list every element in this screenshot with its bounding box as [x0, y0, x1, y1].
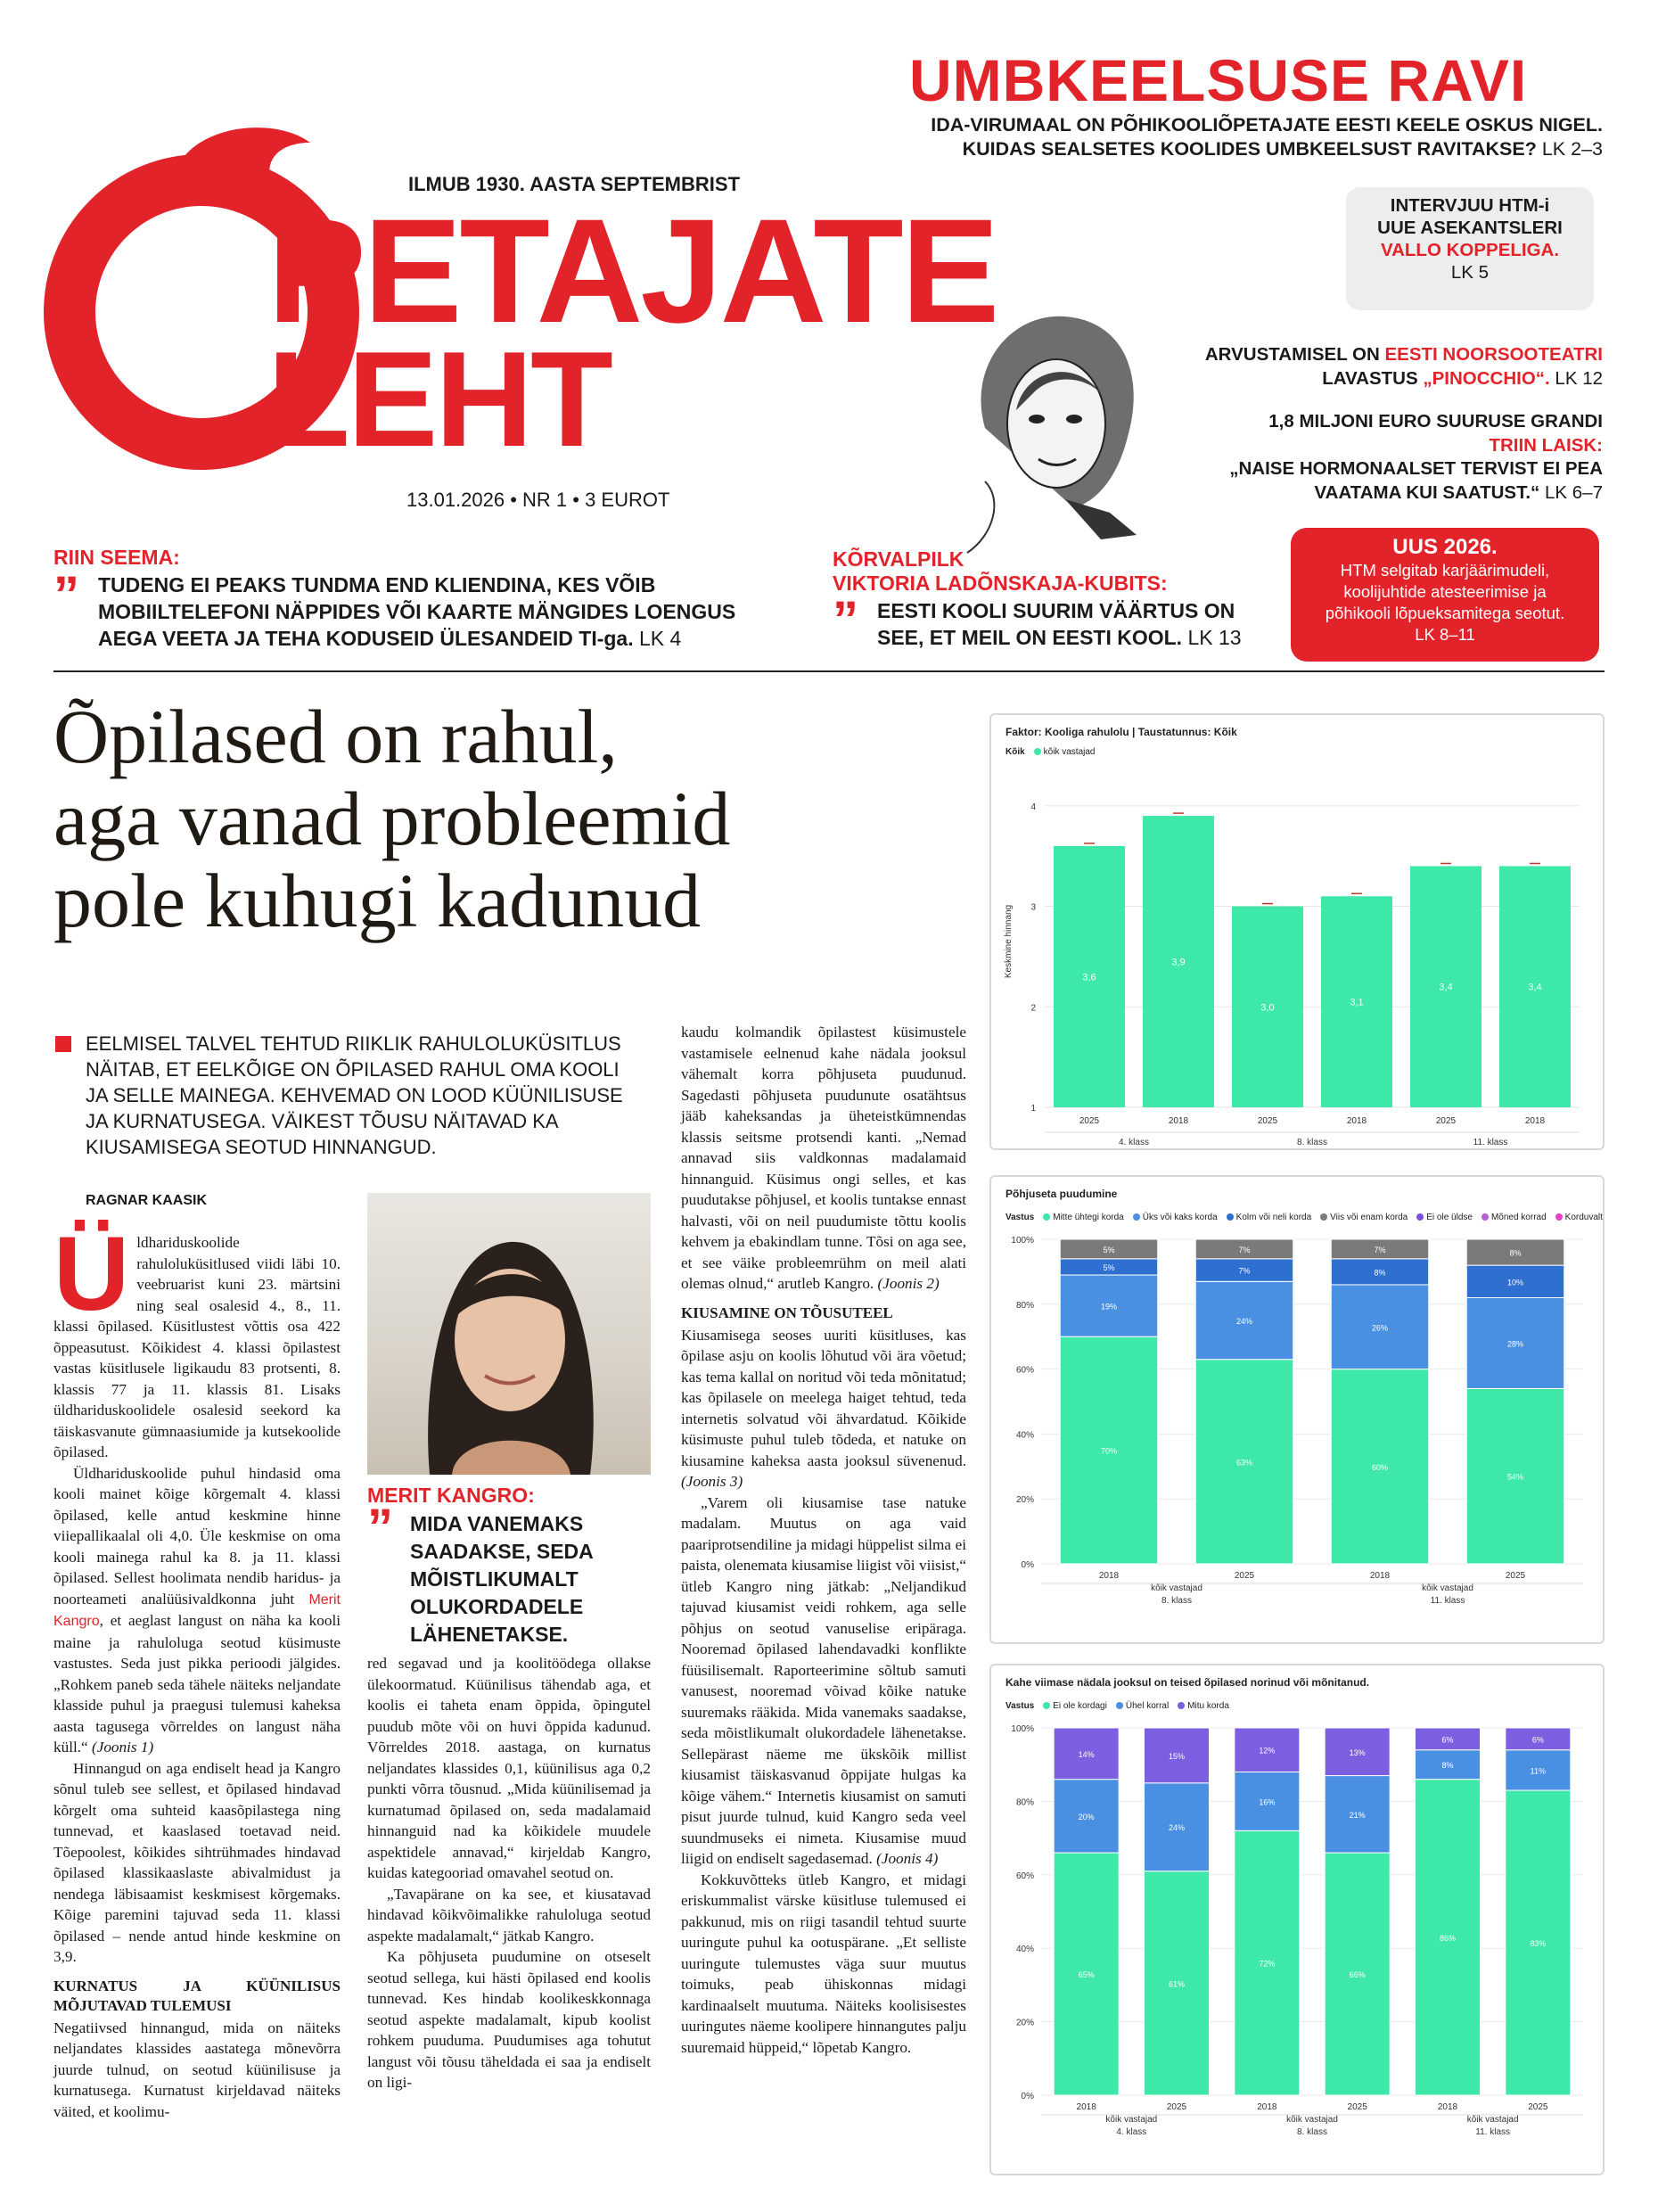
teaser-top-line2: [963, 138, 1603, 160]
col1-p2-name: Merit Kangro: [53, 1591, 341, 1629]
columnist-illustration: [932, 294, 1172, 562]
chart3-title: Kahe viimase nädala jooksul on teised õpilased norinud või mõnitanud.: [1005, 1676, 1370, 1689]
masthead-issue: 13.01.2026 • NR 1 • 3 EUROT: [406, 489, 670, 511]
data-label: 7%: [1374, 1245, 1386, 1254]
data-label: 5%: [1103, 1245, 1115, 1254]
y-axis-label: Keskmine hinnang: [1004, 904, 1014, 979]
sub-label: kõik vastajad: [1151, 1583, 1202, 1593]
legend-label: Mitte ühtegi korda: [1053, 1213, 1124, 1222]
legend-label: Mitu korda: [1187, 1701, 1229, 1711]
data-label: 66%: [1349, 1970, 1366, 1980]
chart2-plot: [991, 1177, 1603, 1642]
group-label: 11. klass: [1473, 1138, 1508, 1147]
data-label: 86%: [1439, 1933, 1457, 1943]
y-tick-label: 1: [1030, 1104, 1036, 1114]
data-label: 3,6: [1082, 972, 1096, 983]
quote-left-l1: TUDENG EI PEAKS TUNDMA END KLIENDINA, KES VÕIB: [98, 573, 656, 596]
col3-p4: Kokkuvõtteks ütleb Kangro, et midagi eriskummalist värske küsitluse tulemused ei pakkunud, mis on riigi tasandil tehtud suurte uuringute puhul ka ootuspärane. „Et selliste uuringute tulemustes väga suur muutus toimuks, peab ühiskonnas midagi kardinaalselt muutuma. Näiteks koolisisestes uuringutes näeme koolipere hinnangutes palju suuremaid hüppeid,“ lõpetab Kangro.: [681, 1871, 966, 2056]
y-tick-label: 60%: [1015, 1365, 1034, 1376]
col2-p1: red segavad und ja koolitöödega ollakse ülekoormatud. Küünilisus tähendab aga, et koolis ei taheta enam õppida, õpingutel puudub mõte või on huvi õppida kadunud. Võrreldes 2018. aastaga, on kurnatus neljandates klassides 0,1, küünilisus aga 0,2 punkti võrra tõusnud. „Mida küünilisemad ja kurnatumad õpilased on, seda madalamaid hinnanguid nad ka kõikidele muudele aspektidele annavad,“ kirjeldab Kangro, kuidas kategooriad omavahel seotud on.: [367, 1655, 651, 1881]
data-label: 65%: [1078, 1970, 1095, 1980]
teaser-grant[interactable]: [1229, 410, 1603, 505]
col1-p4: Negatiivsed hinnangud, mida on näiteks neljandates klassides aastatega mõnevõrra juurde tulnud, on seotud küünilisuse ja kurnatusega. Kurnatust kirjeldavad näiteks väited, et koolimu-: [53, 2019, 341, 2120]
x-tick-label: 2018: [1346, 1116, 1367, 1126]
y-tick-label: 20%: [1015, 1495, 1034, 1506]
quote-right-page: LK 13: [1187, 626, 1242, 649]
x-tick-label: 2018: [1076, 2102, 1096, 2112]
data-label: 8%: [1441, 1761, 1454, 1771]
teaser-top-title[interactable]: UMBKEELSUSE RAVI: [909, 47, 1528, 113]
chart1-legend-label: kõik vastajad: [1043, 747, 1096, 757]
article-col-2: [367, 1653, 651, 2093]
y-tick-label: 40%: [1015, 1430, 1034, 1441]
col2-p2: „Tavapärane on ka see, et kiusatavad hindavad kõikvõimalikke rahuloluga seotud aspekte madalamalt,“ jätkab Kangro.: [367, 1885, 651, 1945]
legend-label: Korduvalt: [1564, 1213, 1603, 1222]
y-tick-label: 100%: [1011, 1236, 1034, 1246]
col3-p1: [681, 1022, 966, 1295]
headline-line3: pole kuhugi kadunud: [53, 858, 702, 943]
masthead-title-2: LEHT: [267, 324, 611, 475]
portrait-sketch-icon: [932, 294, 1172, 562]
chart-satisfaction: [989, 713, 1605, 1150]
dropcap: Ü: [53, 1215, 130, 1333]
data-label: 28%: [1506, 1339, 1524, 1349]
headline-line2: aga vanad probleemid: [53, 776, 731, 861]
legend-title: Vastus: [1005, 1213, 1035, 1222]
legend-label: Ei ole kordagi: [1053, 1701, 1107, 1711]
article-headline: [53, 695, 981, 942]
data-label: 21%: [1349, 1810, 1366, 1820]
legend-label: Üks või kaks korda: [1142, 1213, 1218, 1222]
col3-p1a: kaudu kolmandik õpilastest küsimustele vastamisele eelnenud kahe nädala jooksul vähemalt korra põhjuseta puudunud. Sagedasti põhjuseta puudunute osatähtsus jääb kaheksandas ja üheteistkümnendas klassis seitsme protsendi kanti. „Nemad annavad siis valdkonnas madalamaid hinnanguid. Küsimus ongi selles, et kas puudutakse põhjusel, et koolis tuntakse ennast halvasti, või on neil puudumiste tõttu koolis kehvem ja ebakindlam tunne. Tõsi on aga see, et see väike probleemrühm on meil alati olemas olnud,“ arutleb Kangro.: [681, 1024, 966, 1292]
y-tick-label: 20%: [1015, 2018, 1034, 2028]
y-tick-label: 2: [1030, 1003, 1036, 1014]
data-label: 24%: [1168, 1823, 1186, 1833]
col3-p2: [681, 1325, 966, 1492]
masthead-title-1: PETAJATE: [267, 189, 997, 354]
x-tick-label: 2025: [1166, 2102, 1187, 2112]
data-label: 14%: [1078, 1749, 1095, 1759]
data-label: 83%: [1530, 1939, 1547, 1949]
data-label: 3,4: [1528, 982, 1542, 993]
x-tick-label: 2018: [1257, 2102, 1277, 2112]
data-label: 24%: [1235, 1317, 1253, 1326]
group-label: 8. klass: [1297, 2127, 1327, 2137]
x-tick-label: 2025: [1079, 1116, 1100, 1126]
col1-p2-ref: (Joonis 1): [91, 1739, 154, 1756]
col3-p1-ref: (Joonis 2): [877, 1275, 940, 1292]
chart1-legend-title: Kõik: [1005, 747, 1025, 757]
group-label: 8. klass: [1297, 1138, 1327, 1147]
teaser-interview-line2: UUE ASEKANTSLERI: [1377, 218, 1563, 238]
col3-p3-ref: (Joonis 4): [876, 1850, 939, 1867]
data-label: 12%: [1259, 1746, 1276, 1756]
teaser-top-line1: IDA-VIRUMAAL ON PÕHIKOOLIÕPETAJATE EESTI KEELE OSKUS NIGEL.: [931, 114, 1603, 136]
chart1-title: Faktor: Kooliga rahulolu | Taustatunnus: Kõik: [1005, 726, 1237, 738]
x-tick-label: 2018: [1437, 2102, 1458, 2112]
data-label: 72%: [1259, 1959, 1276, 1969]
data-label: 26%: [1371, 1323, 1389, 1333]
y-tick-label: 60%: [1015, 1871, 1034, 1881]
teaser-grant-name: TRIIN LAISK:: [1489, 434, 1603, 456]
data-label: 5%: [1103, 1262, 1115, 1272]
y-tick-label: 40%: [1015, 1945, 1034, 1955]
group-label: 11. klass: [1430, 1596, 1465, 1606]
quote-mark-icon: ”: [53, 566, 79, 624]
teaser-grant-line4: VAATAMA KUI SAATUST.“: [1314, 481, 1540, 503]
sub-label: kõik vastajad: [1422, 1583, 1473, 1593]
group-label: 4. klass: [1116, 2127, 1147, 2137]
photo-caption-name: MERIT KANGRO:: [367, 1484, 535, 1507]
col3-p2-ref: (Joonis 3): [681, 1473, 743, 1490]
teaser-grant-page: LK 6–7: [1545, 481, 1603, 503]
group-label: 4. klass: [1119, 1138, 1149, 1147]
data-label: 11%: [1530, 1766, 1547, 1776]
sub-label: kõik vastajad: [1286, 2115, 1338, 2125]
y-tick-label: 80%: [1015, 1300, 1034, 1311]
data-label: 20%: [1078, 1812, 1095, 1821]
x-tick-label: 2018: [1369, 1571, 1391, 1581]
quote-left-author: RIIN SEEMA:: [53, 546, 180, 569]
col1-p2a: Üldhariduskoolide puhul hindasid oma kooli mainet kõige kõrgemalt 4. klassi õpilased, kelle antud keskmine hinne viiepallikaalal oli 4,0. Üle keskmise on oma kooli mainega rahul ka 8. ja 11. klassi õpilased. Sellest hoolimata nendib haridus- ja noorteameti analüüsivaldkonna juht: [53, 1464, 341, 1608]
x-tick-label: 2018: [1524, 1116, 1546, 1126]
data-label: 3,0: [1260, 1002, 1275, 1014]
article-byline: RAGNAR KAASIK: [86, 1193, 207, 1208]
quote-mark-icon: ”: [367, 1499, 393, 1557]
teaser-new-box[interactable]: [1291, 528, 1599, 662]
x-tick-label: 2025: [1257, 1116, 1278, 1126]
legend-title: Vastus: [1005, 1701, 1035, 1711]
teaser-interview-box[interactable]: [1346, 187, 1594, 310]
data-label: 3,1: [1350, 997, 1364, 1008]
y-tick-label: 80%: [1015, 1797, 1034, 1808]
teaser-review-page: LK 12: [1555, 368, 1603, 389]
lead-bullet-icon: [55, 1036, 71, 1052]
quote-right-author: VIKTORIA LADÕNSKAJA-KUBITS:: [833, 572, 1168, 595]
portrait-photo: [367, 1193, 651, 1475]
col3-p2a: Kiusamisega seoses uuriti küsitluses, kas õpilase asju on koolis lõhutud või ära võetud; kas tema kallal on noritud või teda mõnitatud; kas õpilasele on meelega haiget tehtud, teda internetis solvatud või ähvardatud. Kõikide küsimuste puhul tuleb tõdeda, et natuke on kiusamine kaheksa aasta jooksul süvenenud.: [681, 1326, 966, 1469]
quote-mark-icon: ”: [833, 591, 858, 649]
chart-bullying: [989, 1664, 1605, 2175]
y-tick-label: 100%: [1011, 1724, 1034, 1734]
group-label: 8. klass: [1161, 1596, 1192, 1606]
teaser-review-l2a: LAVASTUS: [1322, 368, 1418, 389]
x-tick-label: 2025: [1505, 1571, 1526, 1581]
quote-left-page: LK 4: [639, 627, 682, 650]
data-label: 6%: [1531, 1735, 1544, 1745]
col1-p2: [53, 1463, 341, 1758]
teaser-new-title: UUS 2026.: [1392, 535, 1498, 559]
subhead-1: KURNATUS JA KÜÜNILISUS MÕJUTAVAD TULEMUSI: [53, 1977, 341, 2014]
x-tick-label: 2018: [1098, 1571, 1120, 1581]
chart3-plot: [991, 1665, 1603, 2174]
subhead-2: KIUSAMINE ON TÕUSUTEEL: [681, 1303, 893, 1321]
sub-label: kõik vastajad: [1105, 2115, 1158, 2125]
teaser-top-page[interactable]: LK 2–3: [1541, 138, 1603, 160]
teaser-new-l2: koolijuhtide atesteerimise ja: [1343, 582, 1547, 601]
data-label: 8%: [1374, 1268, 1386, 1278]
data-label: 54%: [1506, 1472, 1524, 1482]
masthead-since: ILMUB 1930. AASTA SEPTEMBRIST: [408, 173, 741, 195]
teaser-review[interactable]: [1205, 342, 1603, 391]
teaser-new-page: LK 8–11: [1415, 625, 1475, 644]
data-label: 70%: [1100, 1446, 1118, 1456]
x-tick-label: 2018: [1168, 1116, 1189, 1126]
quote-left-l2: MOBIILTELEFONI NÄPPIDES VÕI KAARTE MÄNGIDES LOENGUS: [98, 600, 736, 623]
col1-p3: Hinnangud on aga endiselt head ja Kangro sõnul tuleb see sellest, et õpilased hindavad kõrgelt oma suhteid kaasõpilastega ning tunnevad, et kaaslased toetavad neid. Tõepoolest, kõikides sihtrühmades hindavad õpilased klassikaaslaste abivalmidust ja nendega läbisaamist keskmisest kõrgemaks. Kõige paremini tajuvad seda 11. klassi õpilased – nende antud hinde keskmine on 3,9.: [53, 1759, 341, 1965]
quote-right-l2: SEE, ET MEIL ON EESTI KOOL.: [877, 626, 1183, 649]
teaser-interview-name: VALLO KOPPELIGA.: [1380, 240, 1560, 260]
data-label: 15%: [1168, 1751, 1186, 1761]
y-tick-label: 3: [1030, 902, 1036, 913]
quote-right-kicker: KÕRVALPILK: [833, 547, 964, 571]
y-tick-label: 0%: [1021, 2092, 1034, 2101]
header-divider: [53, 670, 1605, 672]
data-label: 63%: [1235, 1458, 1253, 1468]
data-label: 3,9: [1171, 957, 1186, 968]
quote-left[interactable]: [53, 546, 838, 652]
data-label: 10%: [1506, 1278, 1524, 1287]
col3-p3a: „Varem oli kiusamise tase natuke madalam. Muutus on aga vaid paariprotsendiline ja midagi hüppelist silma ei paista, olenemata kiusamise liigist või viisist,“ ütleb Kangro ning jätkab: „Neljandikud tajuvad kiusamist veidi rohkem, aga selle põhjus on seotud vanuselise eripäraga. Nooremad õpilased lahendavadki konflikte füüsilisemalt. Raporteerimine sõltub samuti vanusest, nooremad võivad kõike natuke suuremaks rääkida. Mida vanemaks saadakse, seda mõistlikumalt olukordadele lähenetakse. Sellepärast näeme me ükskõik millist kiusamist täiskasvanud õppijate hulgas ka kõige vähem.“ Internetis kiusamist on samuti pisut juurde tulnud, kuid Kangro seda veel suundmuseks ei nimeta. Kiusamise muud liigid on endiselt sagedasemad.: [681, 1493, 966, 1867]
quote-left-l3: AEGA VEETA JA TEHA KODUSEID ÜLESANDEID TI-ga.: [98, 627, 634, 650]
chart1-plot: [991, 715, 1603, 1148]
legend-label: Ei ole üldse: [1426, 1213, 1473, 1222]
photo-quote: MIDA VANEMAKS SAADAKSE, SEDA MÕISTLIKUMALT OLUKORDADELE LÄHENETAKSE.: [410, 1512, 593, 1646]
col1-p1: ldhariduskoolide rahuloluküsitlused viidi läbi 10. veebruarist kuni 23. märtsini ning seal osalesid 4., 8., 11. klassi õpilased. Küsitlustest võttis osa 422 õppeasutust. Kõikidest 4. klassi õpilastest vastas küsitlusele ligikaudu 83 protsenti, 8. klassis 77 ja 11. klassis 81. Lisaks üldhariduskoolidele osalesid seekord ka täiskasvanute gümnaasiumide ja kutsekoolide õpilased.: [53, 1234, 341, 1460]
article-col-3: [681, 1022, 966, 2058]
x-tick-label: 2025: [1347, 2102, 1367, 2112]
data-label: 19%: [1100, 1302, 1118, 1312]
teaser-review-pre: ARVUSTAMISEL ON: [1204, 344, 1380, 365]
article-lead: EELMISEL TALVEL TEHTUD RIIKLIK RAHULOLUKÜSITLUS NÄITAB, ET EELKÕIGE ON ÕPILASED RAHUL OMA KOOLI JA SELLE MAINEGA. KEHVEMAD ON LOOD KÜÜNILISUSE JA KURNATUSEGA. VÄIKEST TÕUSU NÄITAVAD KA KIUSAMISEGA SEOTUD HINNANGUD.: [86, 1032, 623, 1158]
article-col-1: [53, 1215, 341, 2122]
teaser-interview-line1: INTERVJUU HTM-i: [1390, 195, 1550, 216]
y-tick-label: 0%: [1021, 1560, 1034, 1570]
sub-label: kõik vastajad: [1466, 2115, 1519, 2125]
data-label: 13%: [1349, 1747, 1366, 1757]
col1-p2b: , et aeglast langust on näha ka kooli maine ja rahuloluga seotud küsimuste vastustes. Seda just pikka perioodi jälgides. „Rohkem paneb seda tähele näiteks neljandate klasside puhul ja praegusi tulemusi kaheksa aasta tagusega võrreldes on langust näha küll.“: [53, 1612, 341, 1756]
y-tick-label: 4: [1030, 802, 1036, 812]
data-label: 7%: [1238, 1245, 1251, 1254]
quote-right-l1: EESTI KOOLI SUURIM VÄÄRTUS ON: [877, 599, 1235, 622]
data-label: 8%: [1509, 1248, 1522, 1258]
col2-p3: Ka põhjuseta puudumine on otseselt seotud sellega, kui hästi õpilased end koolis tunnevad. Kes hindab koolikeskkonnaga seotud aspekte madalamalt, kipub koolist rohkem puuduma. Puudumises aga tohutut langust või tõusu täheldada ei saa ja endiselt on ligi-: [367, 1948, 651, 2091]
teaser-interview-page: LK 5: [1450, 262, 1490, 283]
data-label: 16%: [1259, 1797, 1276, 1807]
x-tick-label: 2025: [1528, 2102, 1548, 2112]
data-label: 61%: [1168, 1979, 1186, 1989]
headline-line1: Õpilased on rahul,: [53, 694, 618, 779]
teaser-top-line2-text: KUIDAS SEALSETES KOOLIDES UMBKEELSUST RAVITAKSE?: [962, 138, 1537, 160]
legend-label: Ühel korral: [1125, 1701, 1170, 1711]
group-label: 11. klass: [1475, 2127, 1511, 2137]
data-label: 7%: [1238, 1266, 1251, 1276]
teaser-review-l2b: „PINOCCHIO“.: [1423, 368, 1550, 389]
legend-label: Mõned korrad: [1490, 1213, 1547, 1222]
chart-absence: [989, 1175, 1605, 1644]
teaser-new-l1: HTM selgitab karjäärimudeli,: [1340, 561, 1550, 580]
teaser-review-highlight: EESTI NOORSOOTEATRI: [1384, 344, 1603, 365]
legend-label: Kolm või neli korda: [1235, 1213, 1312, 1222]
data-label: 6%: [1441, 1735, 1454, 1745]
quote-right[interactable]: [833, 547, 1296, 651]
teaser-grant-line3: „NAISE HORMONAALSET TERVIST EI PEA: [1229, 458, 1603, 479]
x-tick-label: 2025: [1234, 1571, 1255, 1581]
teaser-grant-line1: 1,8 MILJONI EURO SUURUSE GRANDI: [1268, 411, 1603, 432]
col3-p3: [681, 1492, 966, 1870]
person-photo-icon: [367, 1193, 651, 1475]
x-tick-label: 2025: [1435, 1116, 1457, 1126]
data-label: 3,4: [1439, 982, 1453, 993]
legend-label: Viis või enam korda: [1330, 1213, 1408, 1222]
teaser-new-l3: põhikooli lõpueksamitega seotut.: [1325, 604, 1565, 622]
data-label: 60%: [1371, 1462, 1389, 1472]
chart2-title: Põhjuseta puudumine: [1005, 1188, 1118, 1200]
